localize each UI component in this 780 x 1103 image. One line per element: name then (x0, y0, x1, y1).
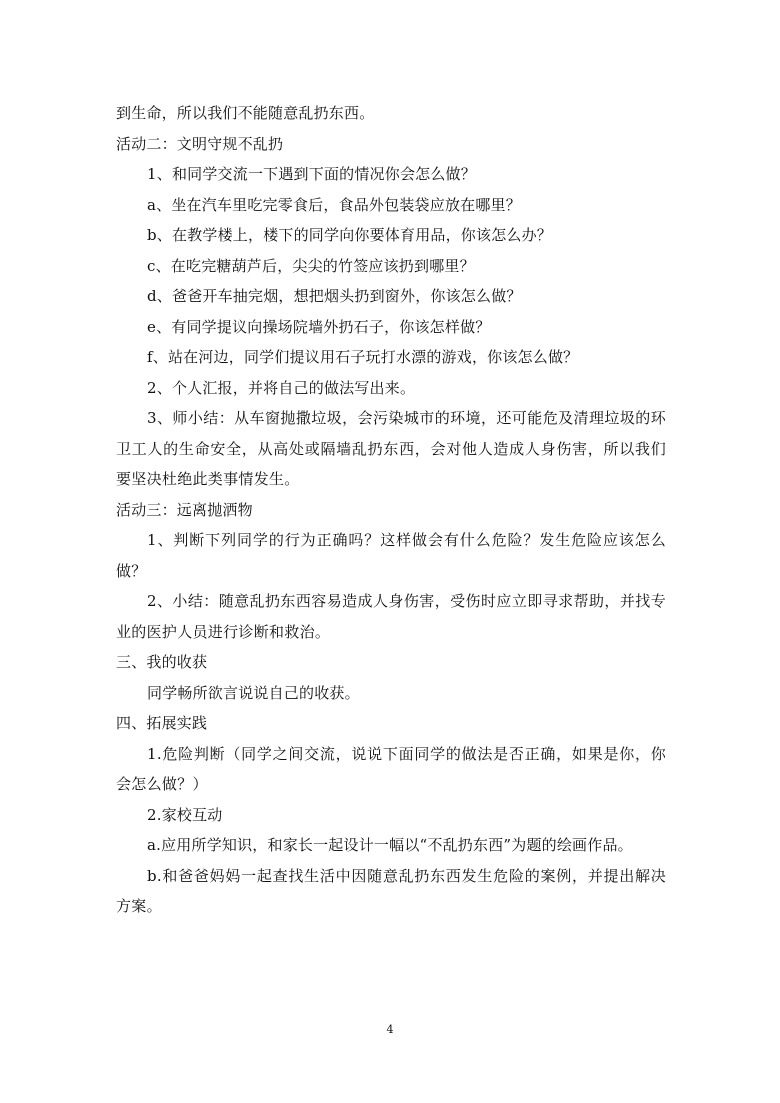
heading-activity-two: 活动二：文明守规不乱扔 (116, 134, 284, 153)
activity-two-step-1: 1、和同学交流一下遇到下面的情况你会怎么做？ (147, 165, 476, 183)
practice-item-2b: b.和爸爸妈妈一起查找生活中因随意乱扔东西发生危险的案例，并提出解决方案。 (116, 866, 666, 915)
scenario-f: f、站在河边，同学们提议用石子玩打水漂的游戏，你该怎么做？ (147, 348, 579, 366)
activity-three-step-1: 1、判断下列同学的行为正确吗？这样做会有什么危险？发生危险应该怎么做？ (116, 531, 666, 580)
practice-item-2a: a.应用所学知识，和家长一起设计一幅以“不乱扔东西”为题的绘画作品。 (147, 836, 633, 854)
practice-item-2: 2.家校互动 (147, 805, 223, 824)
page-number: 4 (386, 1023, 394, 1036)
heading-my-harvest: 三、我的收获 (116, 653, 208, 671)
scenario-c: c、在吃完糖葫芦后，尖尖的竹签应该扔到哪里？ (147, 256, 475, 275)
paragraph-continuation: 到生命，所以我们不能随意乱扔东西。 (116, 104, 375, 122)
document-body (116, 98, 666, 922)
activity-two-summary: 3、师小结：从车窗抛撒垃圾，会污染城市的环境，还可能危及清理垃圾的环卫工人的生命安全，从高处或隔墙乱扔东西，会对他人造成人身伤害，所以我们要坚决杜绝此类事情发生。 (116, 409, 666, 488)
scenario-b: b、在教学楼上，楼下的同学向你要体育用品，你该怎么办？ (147, 226, 553, 244)
harvest-text: 同学畅所欲言说说自己的收获。 (147, 683, 360, 702)
activity-two-step-2: 2、个人汇报，并将自己的做法写出来。 (147, 378, 416, 397)
scenario-d: d、爸爸开车抽完烟，想把烟头扔到窗外，你该怎么做？ (147, 287, 522, 305)
heading-extension-practice: 四、拓展实践 (116, 714, 208, 732)
practice-item-1: 1.危险判断（同学之间交流，说说下面同学的做法是否正确，如果是你，你会怎么做？） (116, 744, 666, 793)
scenario-e: e、有同学提议向操场院墙外扔石子，你该怎样做？ (147, 317, 491, 336)
activity-three-summary: 2、小结：随意乱扔东西容易造成人身伤害，受伤时应立即寻求帮助，并找专业的医护人员进行诊断和救治。 (116, 592, 666, 641)
heading-activity-three: 活动三：远离抛洒物 (116, 500, 253, 519)
scenario-a: a、坐在汽车里吃完零食后，食品外包装袋应放在哪里？ (147, 195, 521, 214)
